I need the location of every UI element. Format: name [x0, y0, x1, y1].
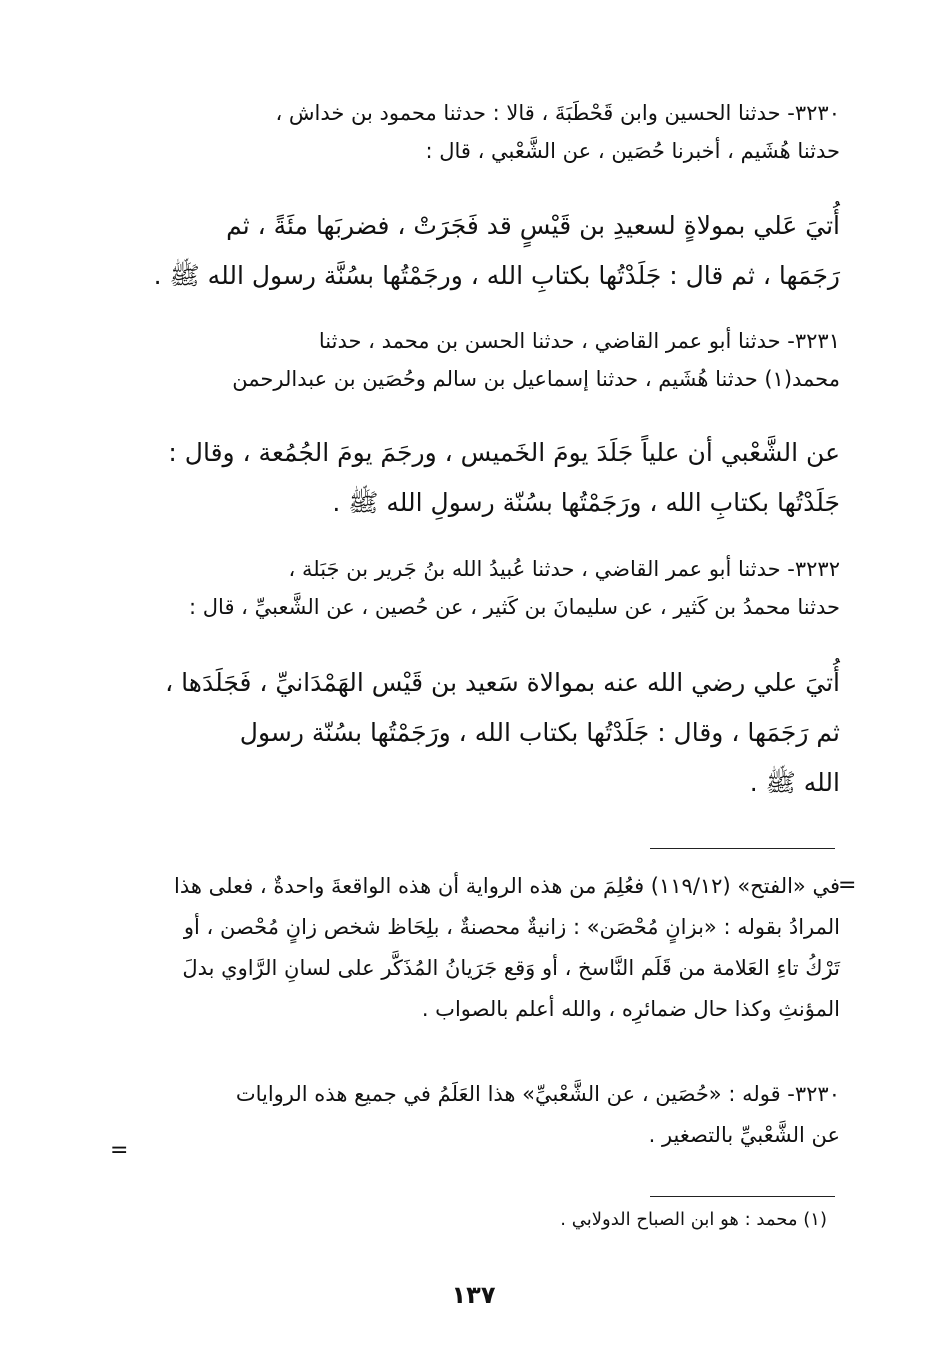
text-line: حدثنا محمدُ بن كَثير ، عن سليمانَ بن كَثير ، عن حُصين ، عن الشَّعبيِّ ، قال : — [189, 595, 840, 619]
hadith-3230-isnad — [130, 94, 840, 170]
commentary-continued — [130, 866, 840, 1030]
text-line: أُتيَ عَلي بمولاةٍ لسعيدِ بن قَيْسٍ قد فَجَرَتْ ، فضربَها مئَةً ، ثم — [226, 211, 840, 240]
hadith-3230-matn — [130, 201, 840, 301]
page-number: ١٣٧ — [451, 1281, 496, 1309]
footnote: (١) محمد : هو ابن الصباح الدولابي . — [560, 1209, 827, 1230]
text-line: ٣٢٣٠- قوله : «حُصَين ، عن الشَّعْبيِّ» هذا العَلَمُ في جميع هذه الروايات — [235, 1082, 840, 1106]
hadith-3232-isnad — [130, 550, 840, 626]
text-line: جَلَدْتُها بكتابِ الله ، ورَجَمْتُها بسُنّة رسولِ الله ﷺ . — [332, 488, 840, 517]
text-line: أُتيَ علي رضي الله عنه بموالاة سَعيد بن قَيْس الهَمْدَانيِّ ، فَجَلَدَها ، — [165, 668, 840, 697]
text-line: المرادُ بقوله : «بزانٍ مُحْصَن» : زانيةٌ محصنةٌ ، بلِحَاظ شخص زانٍ مُحْصن ، أو — [183, 915, 840, 939]
text-line: محمد(١) حدثنا هُشَيم ، حدثنا إسماعيل بن سالم وحُصَين بن عبدالرحمن — [232, 367, 840, 391]
text-line: رَجَمَها ، ثم قال : جَلَدْتُها بكتابِ الله ، ورجَمْتُها بسُنَّة رسول الله ﷺ . — [153, 261, 840, 290]
footnote-separator — [650, 1196, 835, 1197]
continuation-mark: = — [838, 873, 857, 898]
text-line: الله ﷺ . — [749, 768, 840, 797]
text-line: ٣٢٣١- حدثنا أبو عمر القاضي ، حدثنا الحسن بن محمد ، حدثنا — [318, 329, 840, 353]
text-line: المؤنثِ وكذا حال ضمائرِه ، والله أعلم بالصواب . — [421, 997, 840, 1021]
hadith-3231-matn — [130, 428, 840, 528]
text-line: ثم رَجَمَها ، وقال : جَلَدْتُها بكتاب الله ، ورَجَمْتُها بسُنّة رسول — [239, 718, 840, 747]
text-line: في «الفتح» (١١٩/١٢) فعُلِمَ من هذه الرواية أن هذه الواقعةَ واحدةٌ ، فعلى هذا — [174, 874, 840, 898]
text-line: عن الشَّعْبي أن علياً جَلَدَ يومَ الخَميس ، ورجَمَ يومَ الجُمُعة ، وقال : — [168, 438, 840, 467]
text-line: تَرْكُ تاءِ العَلامة من قَلَم النَّاسخ ، أو وَقع جَرَيانُ المُذَكَّر على لسانِ الرَّاوي بدلَ — [182, 956, 840, 980]
continuation-end-mark: = — [110, 1138, 129, 1163]
commentary-note-3230 — [130, 1074, 840, 1156]
hadith-3232-matn — [130, 658, 840, 808]
commentary-separator — [650, 848, 835, 849]
text-line: ٣٢٣٠- حدثنا الحسين وابن قَحْطَبَةَ ، قالا : حدثنا محمود بن خداش ، — [275, 101, 840, 125]
hadith-3231-isnad — [130, 322, 840, 398]
text-line: ٣٢٣٢- حدثنا أبو عمر القاضي ، حدثنا عُبيدُ الله بنُ جَرير بن جَبَلة ، — [288, 557, 840, 581]
text-line: حدثنا هُشَيم ، أخبرنا حُصَين ، عن الشَّعْبي ، قال : — [425, 139, 840, 163]
text-line: عن الشَّعْبيِّ بالتصغير . — [648, 1123, 840, 1147]
